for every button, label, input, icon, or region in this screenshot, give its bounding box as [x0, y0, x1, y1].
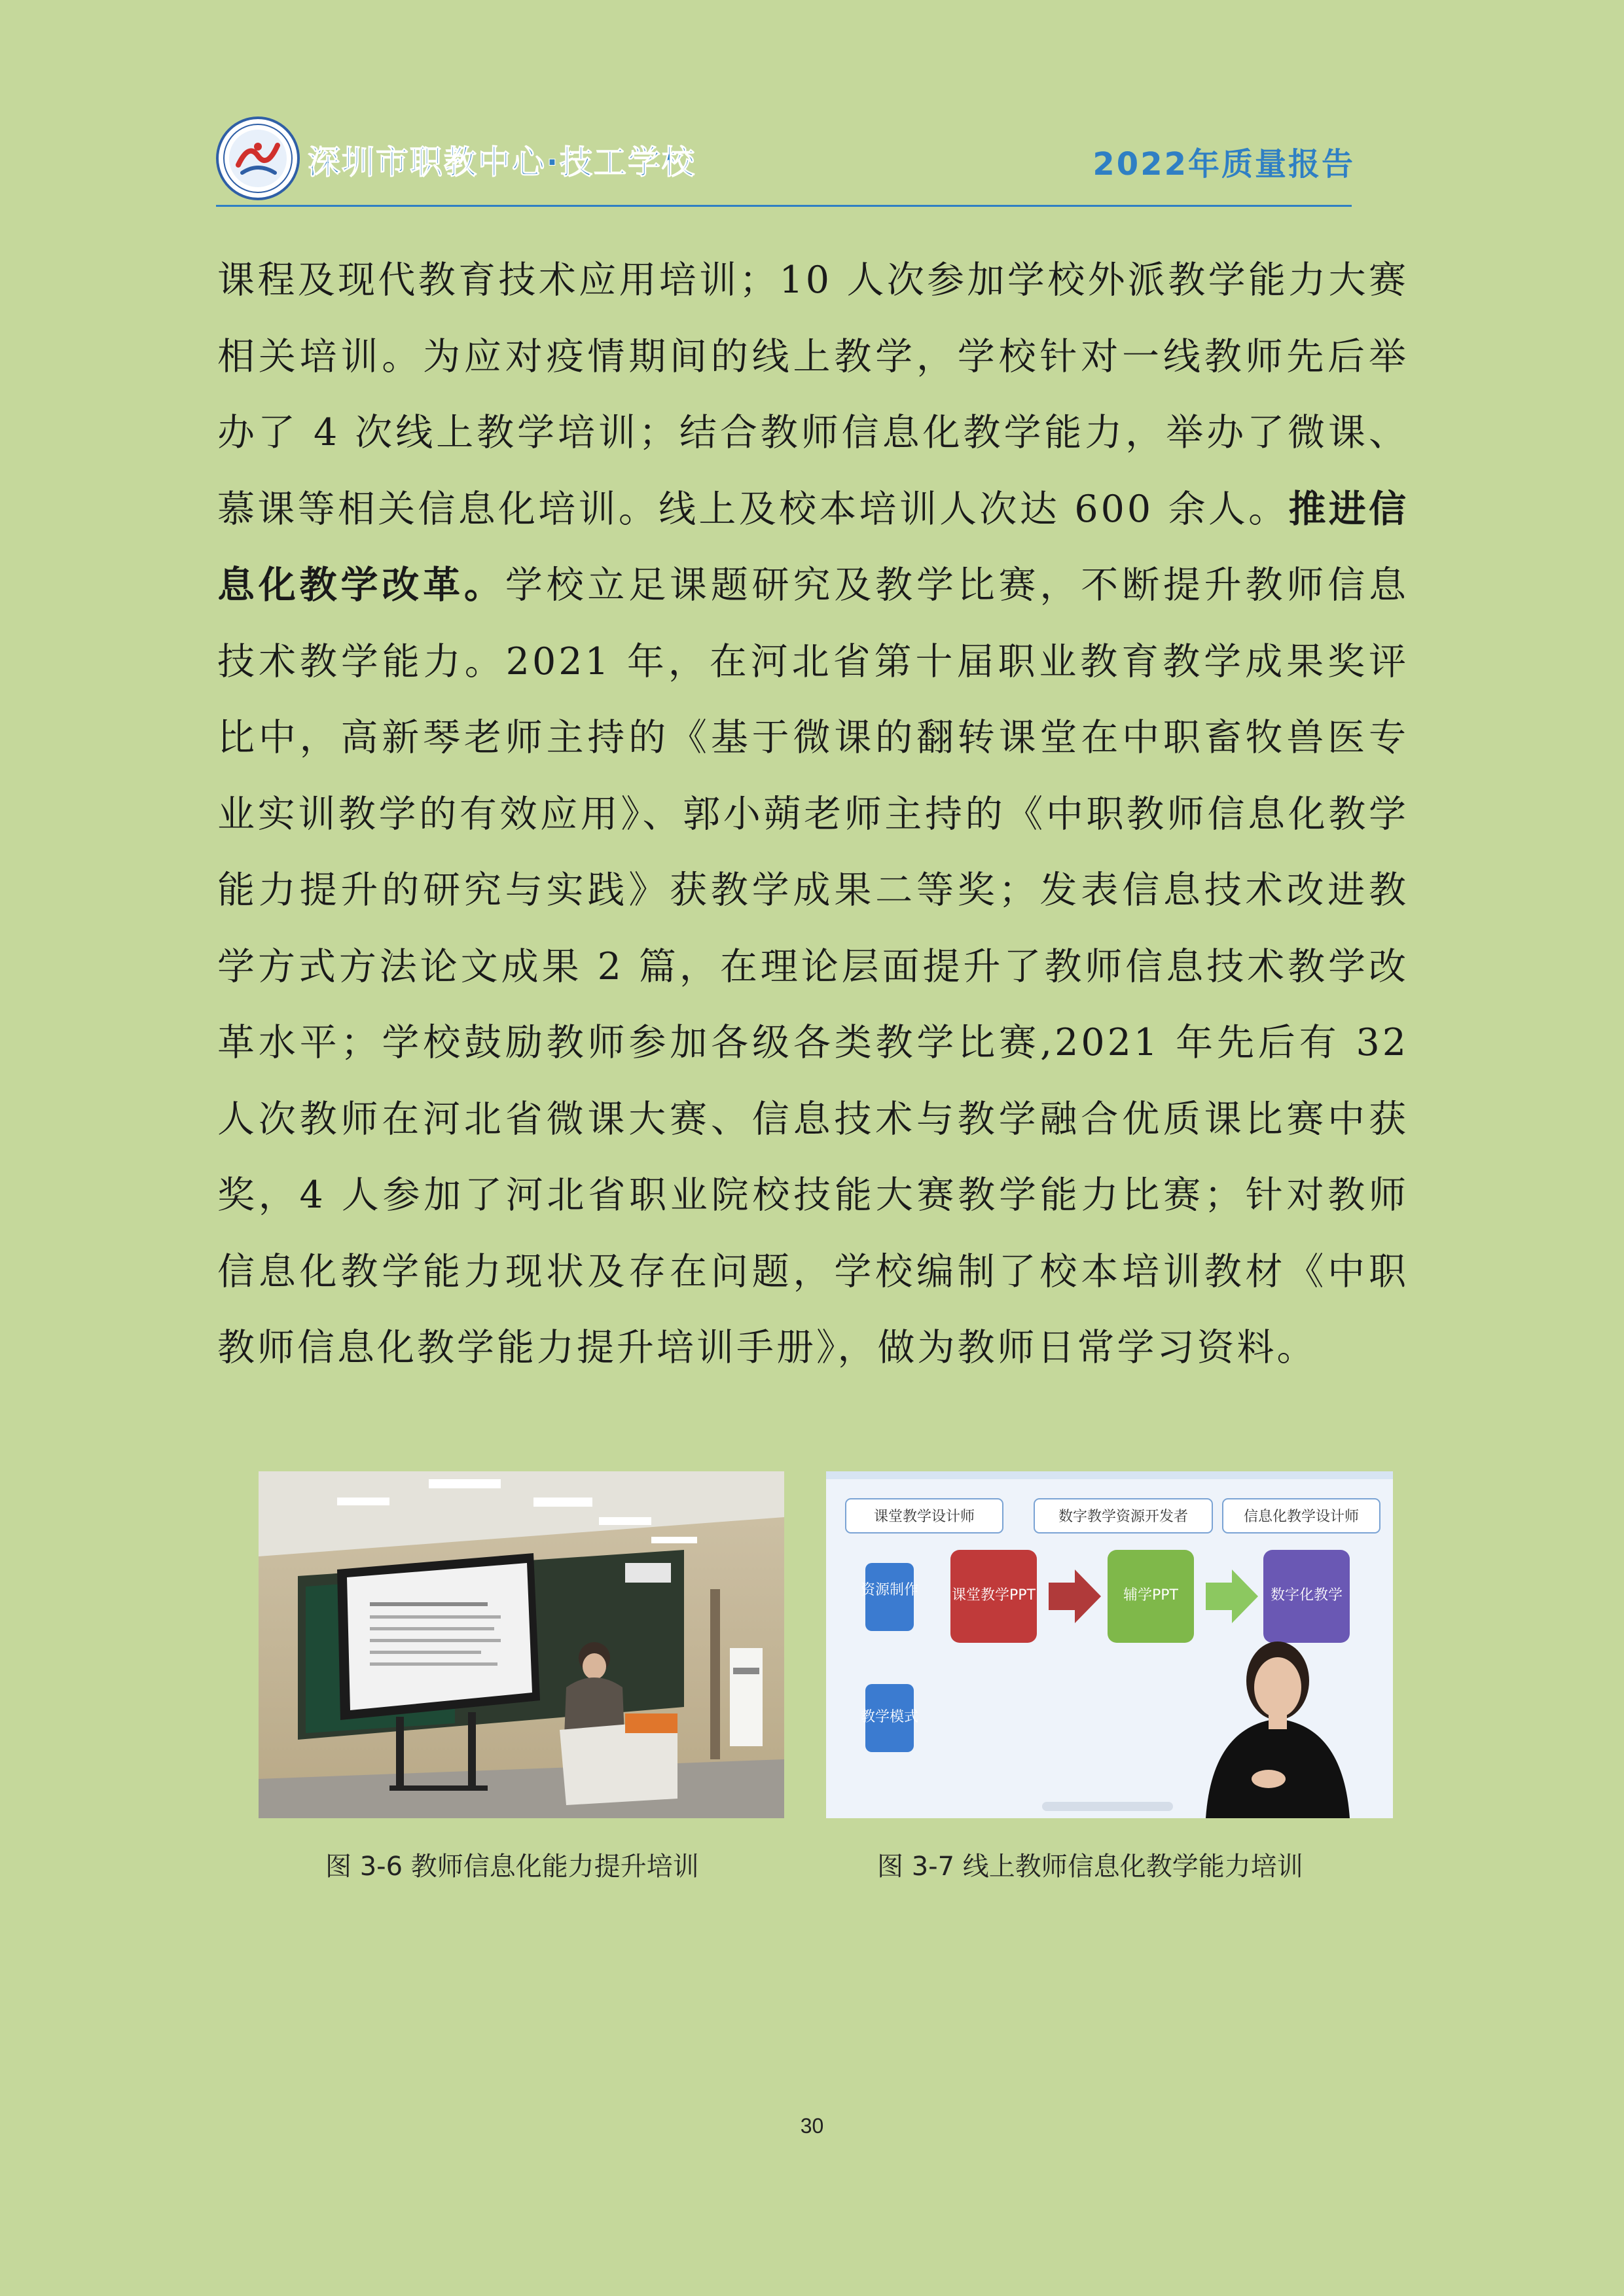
header-divider — [216, 205, 1352, 207]
report-title: 2022年质量报告 — [1092, 146, 1355, 183]
slide-tab-3: 信息化教学设计师 — [1243, 1509, 1360, 1525]
classroom-photo-illustration — [259, 1471, 784, 1818]
paragraph-start: 课程及现代教育技术应用培训；10 人次参加学校外派教学能力大赛相关培训。为应对疫情期间的线上教学，学校针对一线教师先后举办了 4 次线上教学培训；结合教师信息化教学能力，举办了微课、慕课等相关信息化培训。线上及校本培训人次达 600 余人。 — [217, 259, 1409, 531]
slide-tab-2: 数字教学资源开发者 — [1058, 1509, 1189, 1525]
school-emblem-icon — [216, 117, 300, 200]
online-training-slide — [826, 1471, 1393, 1818]
school-name: 深圳市职教中心·技工学校 — [308, 143, 696, 181]
slide-tab-1: 课堂教学设计师 — [873, 1509, 975, 1525]
body-paragraph — [217, 242, 1409, 1386]
figure-caption-2: 图 3-7 线上教师信息化教学能力培训 — [877, 1852, 1303, 1882]
figure-online-training — [826, 1471, 1393, 1818]
paragraph-rest: 学校立足课题研究及教学比赛，不断提升教师信息技术教学能力。2021 年，在河北省第十届职业教育教学成果奖评比中，高新琴老师主持的《基于微课的翻转课堂在中职畜牧兽医专业实训教学的有效应用》、郭小蒴老师主持的《中职教师信息化教学能力提升的研究与实践》获教学成果二等奖；发表信息技术改进教学方式方法论文成果 2 篇，在理论层面提升了教师信息技术教学改革水平；学校鼓励教师参加各级各类教学比赛,2021 年先后有 32 人次教师在河北省微课大赛、信息技术与教学融合优质课比赛中获奖，4 人参加了河北省职业院校技能大赛教学能力比赛；针对教师信息化教学能力现状及存在问题，学校编制了校本培训教材《中职教师信息化教学能力提升培训手册》，做为教师日常学习资料。 — [217, 564, 1409, 1369]
slide-flow-3: 数字化教学 — [1270, 1587, 1343, 1604]
figure-caption-1: 图 3-6 教师信息化能力提升培训 — [325, 1852, 699, 1882]
bold-heading: 推进信息化教学改革。 — [217, 487, 1409, 607]
slide-box-resource: 资源制作 — [860, 1582, 919, 1598]
slide-box-mode: 教学模式 — [860, 1709, 919, 1725]
page-number: 30 — [800, 2114, 824, 2138]
page-header — [216, 117, 1355, 208]
figure-classroom-photo — [259, 1471, 784, 1818]
slide-flow-2: 辅学PPT — [1123, 1587, 1178, 1604]
slide-flow-1: 课堂教学PPT — [952, 1587, 1036, 1604]
